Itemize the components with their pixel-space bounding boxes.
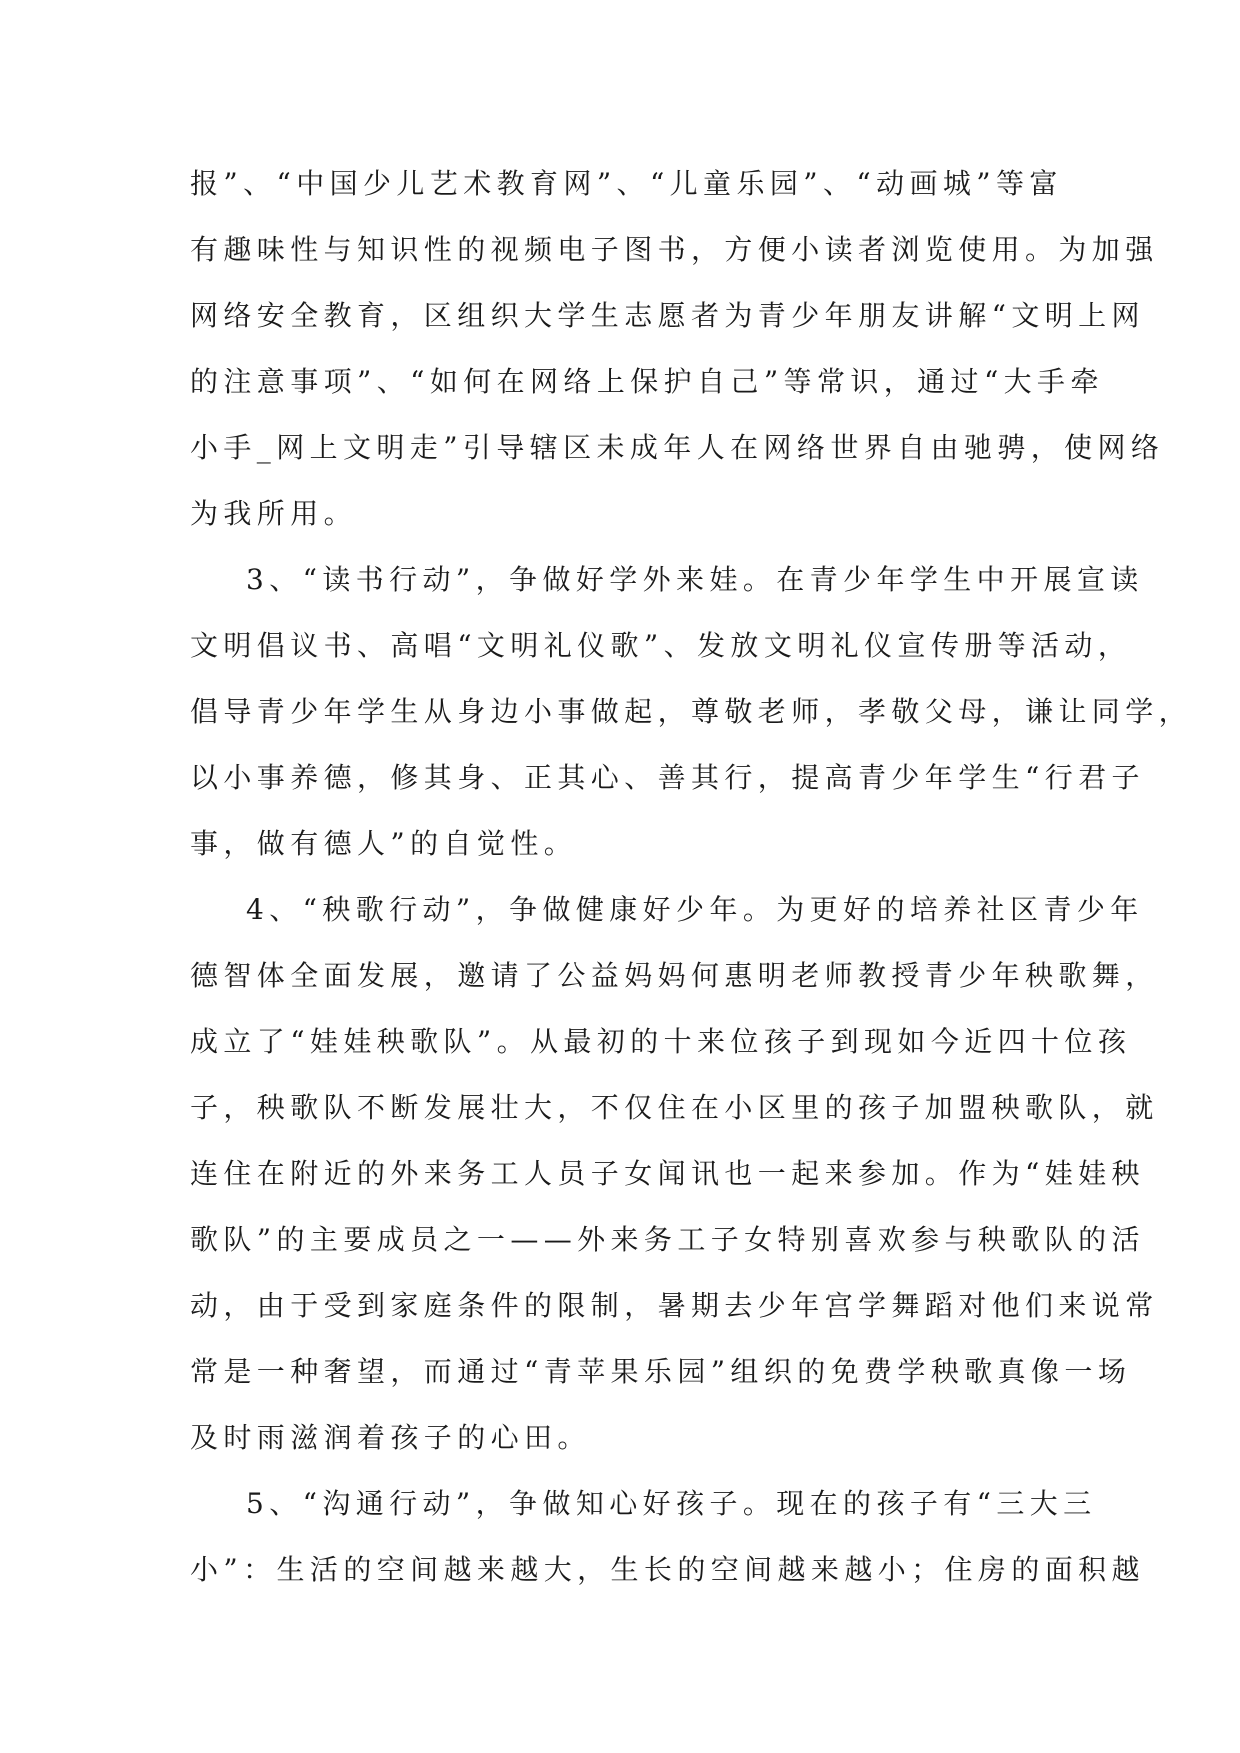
text-line: 常是一种奢望，而通过“青苹果乐园”组织的免费学秧歌真像一场	[190, 1355, 1132, 1388]
text-line: 网络安全教育，区组织大学生志愿者为青少年朋友讲解“文明上网	[190, 299, 1145, 332]
text-line: 文明倡议书、高唱“文明礼仪歌”、发放文明礼仪宣传册等活动，	[190, 629, 1132, 662]
text-line: 的注意事项”、“如何在网络上保护自己”等常识，通过“大手牵	[190, 365, 1104, 398]
text-line: 以小事养德，修其身、正其心、善其行，提高青少年学生“行君子	[190, 761, 1145, 794]
text-line: 有趣味性与知识性的视频电子图书，方便小读者浏览使用。为加强	[190, 233, 1159, 266]
text-line: 歌队”的主要成员之一——外来务工子女特别喜欢参与秧歌队的活	[190, 1223, 1145, 1256]
text-line: 倡导青少年学生从身边小事做起，尊敬老师，孝敬父母，谦让同学，	[190, 695, 1193, 728]
text-line: 成立了“娃娃秧歌队”。从最初的十来位孩子到现如今近四十位孩	[190, 1025, 1132, 1058]
text-line: 德智体全面发展，邀请了公益妈妈何惠明老师教授青少年秧歌舞，	[190, 959, 1159, 992]
text-line: 动，由于受到家庭条件的限制，暑期去少年宫学舞蹈对他们来说常	[190, 1289, 1159, 1322]
text-line: 及时雨滋润着孩子的心田。	[190, 1421, 591, 1454]
text-line: 连住在附近的外来务工人员子女闻讯也一起来参加。作为“娃娃秧	[190, 1157, 1145, 1190]
paragraph-start-line: 4、“秧歌行动”，争做健康好少年。为更好的培养社区青少年	[246, 893, 1144, 926]
paragraph-start-line: 5、“沟通行动”，争做知心好孩子。现在的孩子有“三大三	[246, 1487, 1097, 1520]
text-line: 报”、“中国少儿艺术教育网”、“儿童乐园”、“动画城”等富	[190, 167, 1063, 200]
text-line: 事，做有德人”的自觉性。	[190, 827, 578, 860]
paragraph-start-line: 3、“读书行动”，争做好学外来娃。在青少年学生中开展宣读	[246, 563, 1144, 596]
text-line: 小”：生活的空间越来越大，生长的空间越来越小；住房的面积越	[190, 1553, 1145, 1586]
text-line: 子，秧歌队不断发展壮大，不仅住在小区里的孩子加盟秧歌队，就	[190, 1091, 1159, 1124]
text-line: 为我所用。	[190, 497, 358, 530]
text-line: 小手_网上文明走”引导辖区未成年人在网络世界自由驰骋，使网络	[190, 431, 1165, 464]
